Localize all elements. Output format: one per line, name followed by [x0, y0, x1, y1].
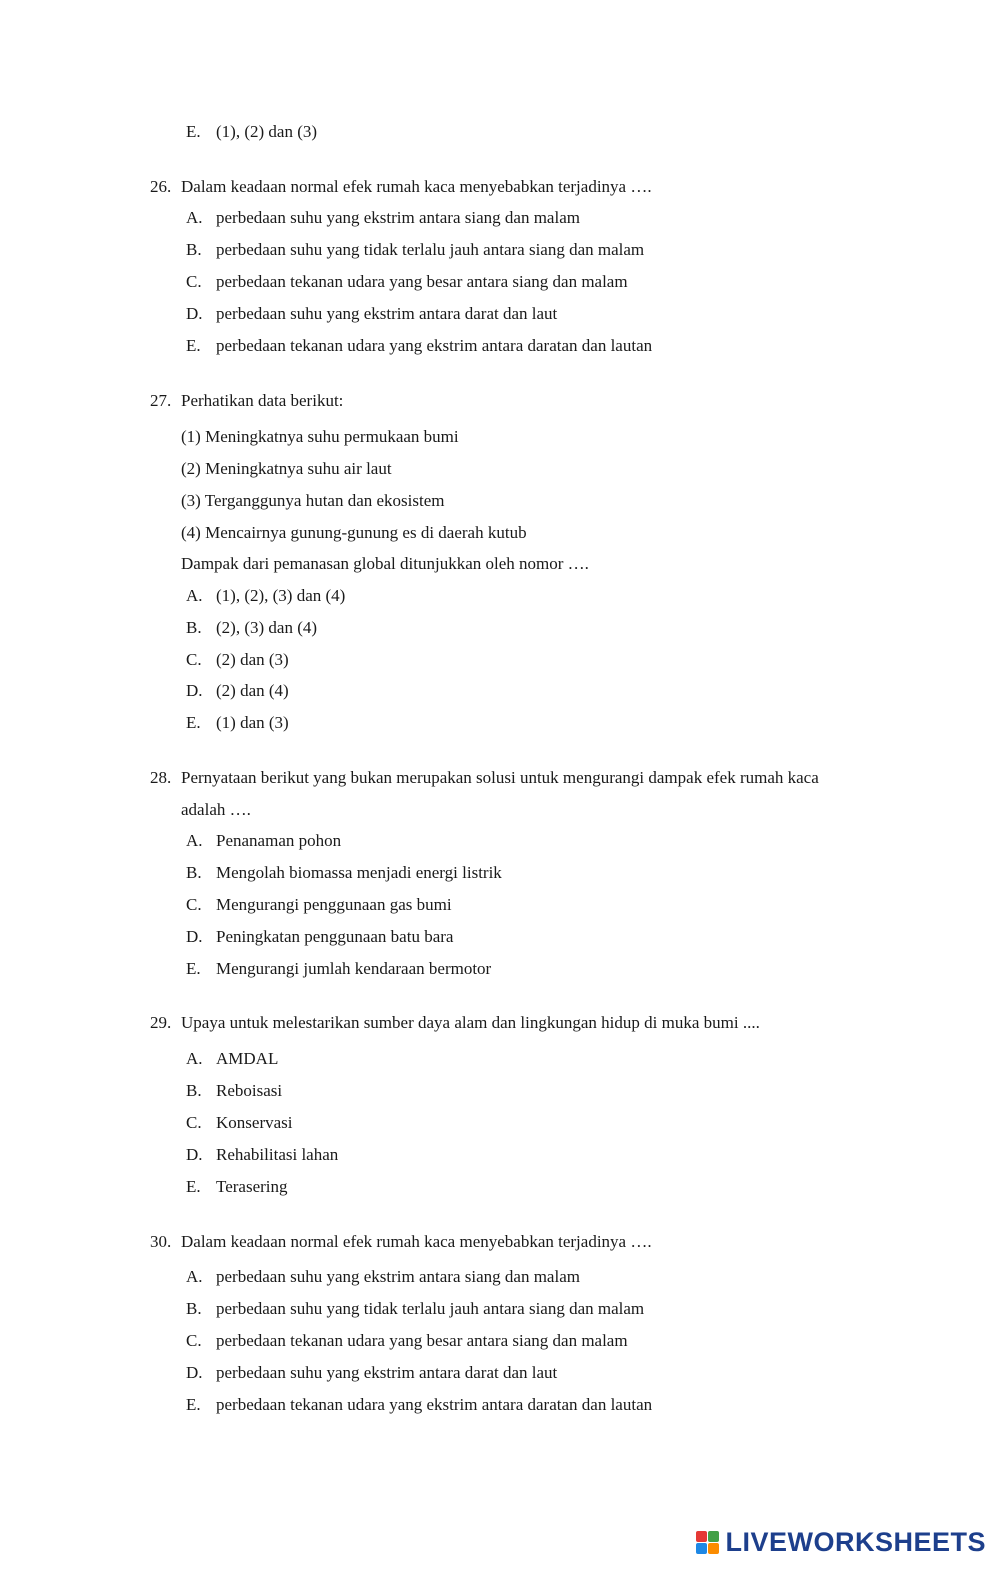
data-item: (1) Meningkatnya suhu permukaan bumi — [181, 427, 459, 446]
option-text: AMDAL — [216, 1049, 279, 1068]
option-text: Peningkatan penggunaan batu bara — [216, 927, 454, 946]
option-letter: D. — [186, 1145, 203, 1164]
option-letter: D. — [186, 1363, 203, 1382]
logo-tiles-icon — [696, 1531, 719, 1554]
option-letter: E. — [186, 336, 201, 355]
option-letter: C. — [186, 650, 202, 669]
option-letter: C. — [186, 1113, 202, 1132]
option-text: perbedaan suhu yang tidak terlalu jauh antara siang dan malam — [216, 1299, 645, 1318]
option-text: perbedaan tekanan udara yang ekstrim antara daratan dan lautan — [216, 1395, 653, 1414]
option-text: (2) dan (4) — [216, 681, 289, 700]
option-letter: E. — [186, 122, 201, 141]
logo-text: LIVEWORKSHEETS — [725, 1526, 986, 1557]
option-text: perbedaan suhu yang ekstrim antara siang dan malam — [216, 1267, 580, 1286]
option-text: Terasering — [216, 1177, 288, 1196]
option-letter: A. — [186, 208, 203, 227]
option-text: (1), (2), (3) dan (4) — [216, 586, 346, 605]
question-prompt: Dampak dari pemanasan global ditunjukkan oleh nomor …. — [181, 554, 589, 573]
option-letter: A. — [186, 1049, 203, 1068]
option-letter: B. — [186, 1081, 202, 1100]
option-text: Mengolah biomassa menjadi energi listrik — [216, 863, 502, 882]
question-text: Dalam keadaan normal efek rumah kaca menyebabkan terjadinya …. — [181, 1232, 652, 1251]
option-text: Mengurangi jumlah kendaraan bermotor — [216, 959, 492, 978]
option-letter: C. — [186, 895, 202, 914]
question-text: Dalam keadaan normal efek rumah kaca menyebabkan terjadinya …. — [181, 177, 652, 196]
question-number: 30. — [150, 1232, 172, 1251]
option-letter: D. — [186, 304, 203, 323]
question-number: 28. — [150, 768, 172, 787]
data-item: (2) Meningkatnya suhu air laut — [181, 459, 392, 478]
logo-tile — [708, 1531, 719, 1542]
option-letter: C. — [186, 272, 202, 291]
option-text: Penanaman pohon — [216, 831, 342, 850]
option-letter: C. — [186, 1331, 202, 1350]
option-text: perbedaan suhu yang ekstrim antara darat dan laut — [216, 304, 558, 323]
question-number: 26. — [150, 177, 172, 196]
logo-tile — [708, 1543, 719, 1554]
option-letter: E. — [186, 1395, 201, 1414]
option-letter: B. — [186, 1299, 202, 1318]
option-letter: E. — [186, 959, 201, 978]
option-text: Konservasi — [216, 1113, 293, 1132]
option-letter: A. — [186, 586, 203, 605]
option-letter: D. — [186, 927, 203, 946]
option-text: perbedaan suhu yang ekstrim antara siang dan malam — [216, 208, 580, 227]
option-text: (1), (2) dan (3) — [216, 122, 318, 141]
option-letter: B. — [186, 618, 202, 637]
question-text: Upaya untuk melestarikan sumber daya alam dan lingkungan hidup di muka bumi .... — [181, 1013, 760, 1032]
question-number: 27. — [150, 391, 172, 410]
option-text: Mengurangi penggunaan gas bumi — [216, 895, 452, 914]
option-letter: D. — [186, 681, 203, 700]
option-text: Reboisasi — [216, 1081, 283, 1100]
logo-tile — [696, 1543, 707, 1554]
data-item: (4) Mencairnya gunung-gunung es di daerah kutub — [181, 523, 527, 542]
option-letter: A. — [186, 831, 203, 850]
option-letter: E. — [186, 1177, 201, 1196]
option-text: perbedaan tekanan udara yang ekstrim antara daratan dan lautan — [216, 336, 653, 355]
option-letter: B. — [186, 863, 202, 882]
option-text: Rehabilitasi lahan — [216, 1145, 339, 1164]
option-text: (2) dan (3) — [216, 650, 289, 669]
option-letter: A. — [186, 1267, 203, 1286]
data-item: (3) Terganggunya hutan dan ekosistem — [181, 491, 445, 510]
logo-tile — [696, 1531, 707, 1542]
question-text: Pernyataan berikut yang bukan merupakan solusi untuk mengurangi dampak efek rumah kaca — [181, 768, 819, 787]
question-number: 29. — [150, 1013, 172, 1032]
option-letter: B. — [186, 240, 202, 259]
option-text: (2), (3) dan (4) — [216, 618, 318, 637]
option-text: perbedaan suhu yang tidak terlalu jauh antara siang dan malam — [216, 240, 645, 259]
option-text: (1) dan (3) — [216, 713, 289, 732]
option-text: perbedaan tekanan udara yang besar antara siang dan malam — [216, 1331, 628, 1350]
liveworksheets-logo — [696, 1527, 986, 1557]
question-text-continued: adalah …. — [181, 800, 251, 819]
question-text: Perhatikan data berikut: — [181, 391, 344, 410]
option-text: perbedaan tekanan udara yang besar antara siang dan malam — [216, 272, 628, 291]
option-letter: E. — [186, 713, 201, 732]
option-text: perbedaan suhu yang ekstrim antara darat dan laut — [216, 1363, 558, 1382]
